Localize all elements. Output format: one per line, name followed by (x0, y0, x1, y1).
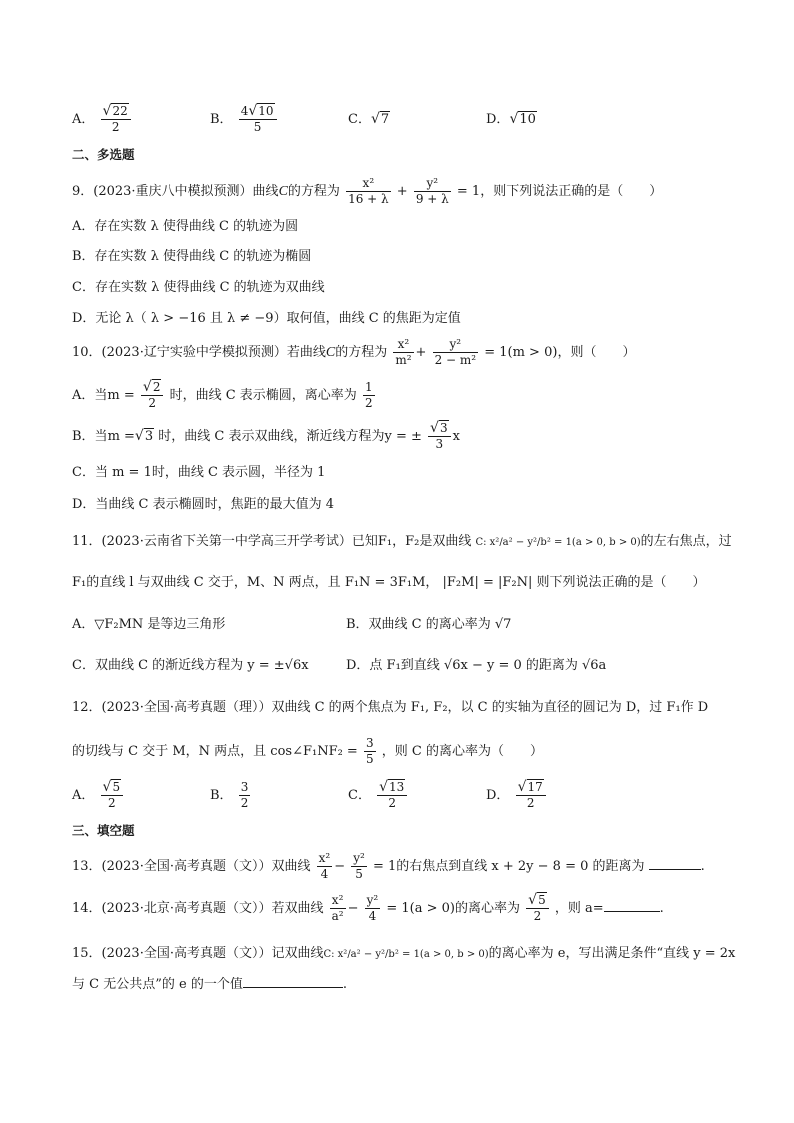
q15-stem-line1: 15．(2023·全国·高考真题（文））记双曲线C: x²/a² − y²/b² = 1(a > 0, b > 0)的离心率为 e，写出满足条件“直线 y = 2x (72, 946, 736, 961)
q9-option-b: B．存在实数 λ 使得曲线 C 的轨迹为椭圆 (72, 249, 312, 264)
fraction: $\frac{√2}{2}$ (141, 380, 164, 411)
section-heading-fill-in: 三、填空题 (72, 823, 135, 838)
q11-option-b: B．双曲线 C 的离心率为 √7 (346, 617, 512, 632)
answer-blank[interactable] (243, 975, 343, 988)
fraction: $\frac{\text{y²}}{\text{2 − m²}}$ (434, 337, 477, 367)
q11-options-row1 (72, 616, 512, 634)
q14-stem: 14．(2023·北京·高考真题（文））若双曲线 $\frac{\text{x²}}{\text{a²}}$ − $\frac{\text{y²}}{4}$ = 1(a > 0)的离心率为 $\frac{√5}{2}$ ，则 a= . (72, 892, 664, 923)
q10-option-d: D．当曲线 C 表示椭圆时，焦距的最大值为 4 (72, 497, 335, 512)
q9-option-d: D．无论 λ（ λ > −16 且 λ ≠ −9）取何值，曲线 C 的焦距为定值 (72, 311, 461, 326)
q13-stem: 13．(2023·全国·高考真题（文））双曲线 $\frac{\text{x²}}{4}$ − $\frac{\text{y²}}{5}$ = 1的右焦点到直线 x + 2y − 8 = 0 的距离为 . (72, 851, 705, 881)
q11-option-c: C．双曲线 C 的渐近线方程为 y = ±√6x (72, 658, 309, 673)
fraction: $\frac{\text{y²}}{9 + \lambda}$ (415, 176, 449, 206)
answer-blank[interactable] (604, 899, 660, 912)
q11-option-a: A．▽F₂MN 是等边三角形 (72, 617, 226, 632)
q11-stem-line1: 11．(2023·云南省下关第一中学高三开学考试）已知F₁，F₂是双曲线 C: x²/a² − y²/b² = 1(a > 0, b > 0)的左右焦点，过 (72, 534, 732, 549)
fraction: $\frac{\text{x²}}{\text{m²}}$ (395, 337, 412, 367)
fraction: $\frac{\text{x²}}{4}$ (318, 851, 331, 881)
answer-blank[interactable] (649, 857, 701, 870)
q8-option-c: C．√7 (348, 111, 390, 127)
q12-option-b: B． $\frac{3}{2}$ (210, 780, 249, 810)
q11-options-row2 (72, 657, 607, 675)
q10-option-c: C．当 m = 1时，曲线 C 表示圆，半径为 1 (72, 465, 326, 480)
q12-stem-line2: 的切线与 C 交于 M，N 两点，且 cos∠F₁NF₂ = $\frac{3}{5}$ ，则 C 的离心率为（ ） (72, 736, 543, 766)
q9-stem: 9．(2023·重庆八中模拟预测）曲线C的方程为 $\frac{\text{x²}}{16 + \lambda}$ + $\frac{\text{y²}}{9 + \lambda}$ = 1，则下列说法正确的是（ ） (72, 176, 663, 206)
fraction: $\frac{\text{y²}}{4}$ (366, 893, 379, 923)
q15-stem-line2: 与 C 无公共点”的 e 的一个值 . (72, 977, 347, 992)
fraction: $\frac{1}{2}$ (364, 380, 373, 410)
fraction: $\frac{√3}{3}$ (428, 421, 451, 452)
fraction: $\frac{√22}{2}$ (101, 104, 131, 135)
fraction: $\frac{√5}{2}$ (526, 893, 549, 924)
q10-stem: 10．(2023·辽宁实验中学模拟预测）若曲线C的方程为 $\frac{\text{x²}}{\text{m²}}$ + $\frac{\text{y²}}{\text{2 − m²}}$ = 1(m > 0)，则（ ） (72, 337, 636, 367)
fraction: $\frac{\text{y²}}{5}$ (353, 851, 365, 881)
fraction: $\frac{\text{x²}}{16 + \lambda}$ (348, 176, 389, 206)
q8-option-d: D．√10 (486, 111, 536, 127)
q11-option-d: D．点 F₁到直线 √6x − y = 0 的距离为 √6a (346, 658, 607, 673)
q10-option-a: A．当m = $\frac{√2}{2}$ 时，曲线 C 表示椭圆，离心率为 $\frac{1}{2}$ (72, 379, 373, 410)
q12-option-a: A． $\frac{√5}{2}$ (72, 780, 125, 811)
q12-stem-line1: 12．(2023·全国·高考真题（理））双曲线 C 的两个焦点为 F₁, F₂，以 C 的实轴为直径的圆记为 D，过 F₁作 D (72, 700, 709, 715)
fraction: $\frac{\text{x²}}{\text{a²}}$ (331, 893, 344, 923)
fraction: $\frac{3}{5}$ (365, 736, 374, 766)
q11-stem-line2: F₁的直线 l 与双曲线 C 交于，M、N 两点，且 F₁N = 3F₁M， |F₂M| = |F₂N| 则下列说法正确的是（ ） (72, 575, 706, 590)
q10-option-b: B．当m =√3 时，曲线 C 表示双曲线，渐近线方程为y = ± $\frac{√3}{3}$ x (72, 420, 460, 451)
q9-option-c: C．存在实数 λ 使得曲线 C 的轨迹为双曲线 (72, 280, 325, 295)
fraction: $\frac{4√10}{5}$ (239, 104, 277, 135)
q12-option-d: D． $\frac{√17}{2}$ (486, 780, 548, 811)
q9-option-a: A．存在实数 λ 使得曲线 C 的轨迹为圆 (72, 219, 299, 234)
q12-option-c: C． $\frac{√13}{2}$ (348, 780, 409, 811)
q8-option-b: B． $\frac{4√10}{5}$ (210, 104, 279, 135)
q8-option-a: A． $\frac{√22}{2}$ (72, 104, 133, 135)
section-heading-multi-choice: 二、多选题 (72, 147, 135, 162)
